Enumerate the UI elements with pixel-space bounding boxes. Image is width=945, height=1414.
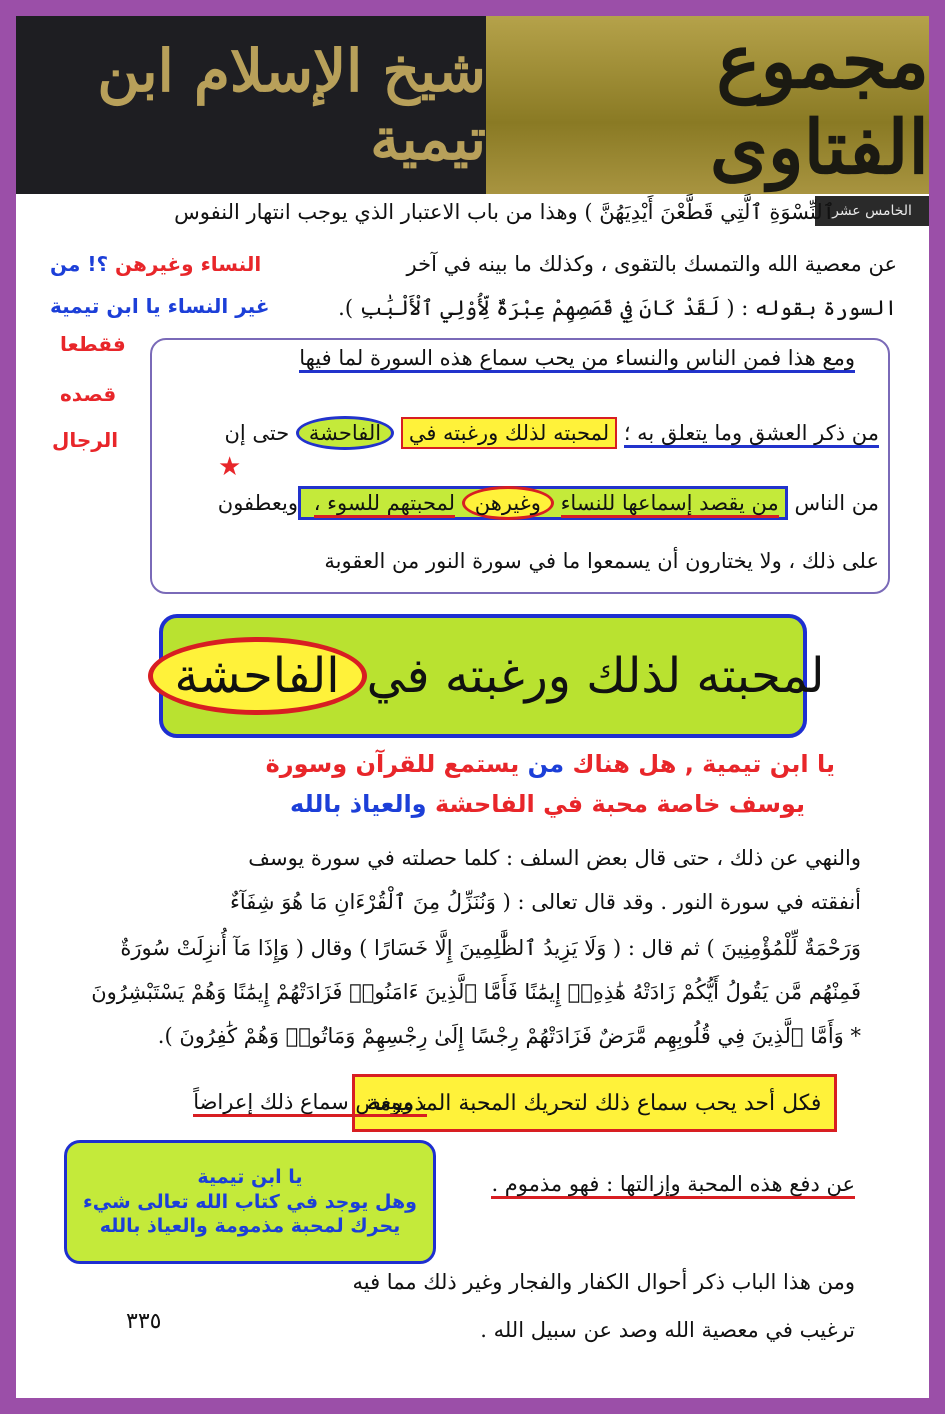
underlined-text: من ذكر العشق وما يتعلق به ؛ xyxy=(624,421,879,448)
question-text: من xyxy=(527,750,565,778)
author-title: شيخ الإسلام ابن تيمية xyxy=(16,16,486,194)
emphasis-banner xyxy=(159,614,825,738)
text-line xyxy=(218,486,879,520)
text-line: عن معصية الله والتمسك بالتقوى ، وكذلك ما بينه في آخر xyxy=(406,252,897,276)
underlined-text: ومع هذا فمن الناس والنساء من يحب سماع هذه السورة لما فيها xyxy=(299,346,855,373)
circled-word: وغيرهن xyxy=(462,486,554,520)
margin-note: فقطعا xyxy=(60,332,126,356)
question-box-line: يحرك لمحبة مذمومة والعياذ بالله xyxy=(99,1215,401,1238)
text-line xyxy=(299,346,855,370)
question-text: يا ابن تيمية , هل هناك xyxy=(572,750,835,778)
text-line xyxy=(224,416,879,450)
underlined-text: لمحبتهم للسوء ، xyxy=(314,491,455,518)
text-line: أنفقته في سورة النور . وقد قال تعالى : ( وَنُنَزِّلُ مِنَ ٱلْقُرْءَانِ مَا هُوَ شِفَآءٌ xyxy=(230,890,861,914)
question-text: والعياذ بالله xyxy=(290,790,427,818)
underlined-text: ، ويبغض سماع ذلك إعراضاً xyxy=(193,1090,427,1117)
text-segment: ويعطفون xyxy=(217,491,299,515)
page-number: ٣٣٥ xyxy=(126,1309,162,1334)
highlighted-quote: فكل أحد يحب سماع ذلك لتحريك المحبة المذمومة xyxy=(352,1074,837,1132)
star-icon: ★ xyxy=(218,452,242,482)
question-text: يستمع للقرآن وسورة xyxy=(265,750,520,778)
question-text: يوسف خاصة محبة في الفاحشة xyxy=(434,790,805,818)
margin-note: الرجال xyxy=(52,428,119,452)
text-segment: من الناس xyxy=(794,491,879,515)
question-box-line: يا ابن تيمية xyxy=(197,1165,303,1188)
annotation-text: النساء وغيرهن xyxy=(115,252,262,276)
boxed-phrase xyxy=(298,486,788,520)
annotation-text: ؟! من xyxy=(50,252,109,276)
text-segment: حتى إن xyxy=(224,421,290,445)
text-line: ٱلنِّسْوَةِ ٱلَّتِي قَطَّعْنَ أَيْدِيَهُنَّ ) وهذا من باب الاعتبار الذي يوجب انتهار النفوس xyxy=(174,200,835,224)
volume-label: الخامس عشر xyxy=(815,196,929,226)
question-line xyxy=(266,750,835,778)
text-line: ومن هذا الباب ذكر أحوال الكفار والفجار وغير ذلك مما فيه xyxy=(352,1270,855,1294)
margin-note: قصده xyxy=(60,382,117,406)
text-line: والنهي عن ذلك ، حتى قال بعض السلف : كلما حصلته في سورة يوسف xyxy=(248,846,861,870)
emphasis-text: لمحبته لذلك ورغبته في xyxy=(366,648,825,704)
text-line: * وَأَمَّا ٱلَّذِينَ فِي قُلُوبِهِم مَّرَضٌ فَزَادَتْهُمْ رِجْسًا إِلَىٰ رِجْسِهِمْ وَمَاتُوا۟ وَهُمْ كَٰفِرُونَ ). xyxy=(157,1024,861,1048)
text-line xyxy=(193,1090,427,1114)
underlined-text: عن دفع هذه المحبة وإزالتها : فهو مذموم . xyxy=(491,1172,855,1199)
text-line xyxy=(491,1172,855,1196)
question-box-line: وهل يوجد في كتاب الله تعالى شيء xyxy=(83,1190,417,1213)
circled-word: الفاحشة xyxy=(148,637,367,715)
book-title: مجموع الفتاوى xyxy=(486,16,929,194)
text-line: فَمِنْهُم مَّن يَقُولُ أَيُّكُمْ زَادَتْهُ هَٰذِهِۦٓ إِيمَٰنًا فَأَمَّا ٱلَّذِينَ ءَامَنُوا۟ فَزَادَتْهُمْ إِيمَٰنًا وَهُمْ يَسْتَبْشِرُونَ xyxy=(91,980,861,1004)
circled-word: الفاحشة xyxy=(296,416,394,450)
question-box xyxy=(64,1140,436,1264)
text-line: السورة بقوله : ( لَقَدْ كَانَ فِي قَصَصِهِمْ عِبْرَةٌ لِّأُوْلِي ٱلْأَلْبَٰبِ ). xyxy=(338,296,897,320)
document-page xyxy=(30,194,915,1384)
book-banner xyxy=(16,16,929,194)
text-line: على ذلك ، ولا يختارون أن يسمعوا ما في سورة النور من العقوبة xyxy=(324,549,879,573)
text-line: وَرَحْمَةٌ لِّلْمُؤْمِنِينَ ) ثم قال : ( وَلَا يَزِيدُ ٱلظَّٰلِمِينَ إِلَّا خَسَارًا ) وقال ( وَإِذَا مَآ أُنزِلَتْ سُورَةٌ xyxy=(120,936,861,960)
annotation-side-b: غير النساء يا ابن تيمية xyxy=(50,294,270,318)
question-line xyxy=(290,790,805,818)
annotation-side-a xyxy=(50,252,261,276)
highlighted-phrase: لمحبته لذلك ورغبته في xyxy=(401,417,617,449)
text-line: ترغيب في معصية الله وصد عن سبيل الله . xyxy=(480,1318,855,1342)
underlined-text: من يقصد إسماعها للنساء xyxy=(561,491,779,518)
